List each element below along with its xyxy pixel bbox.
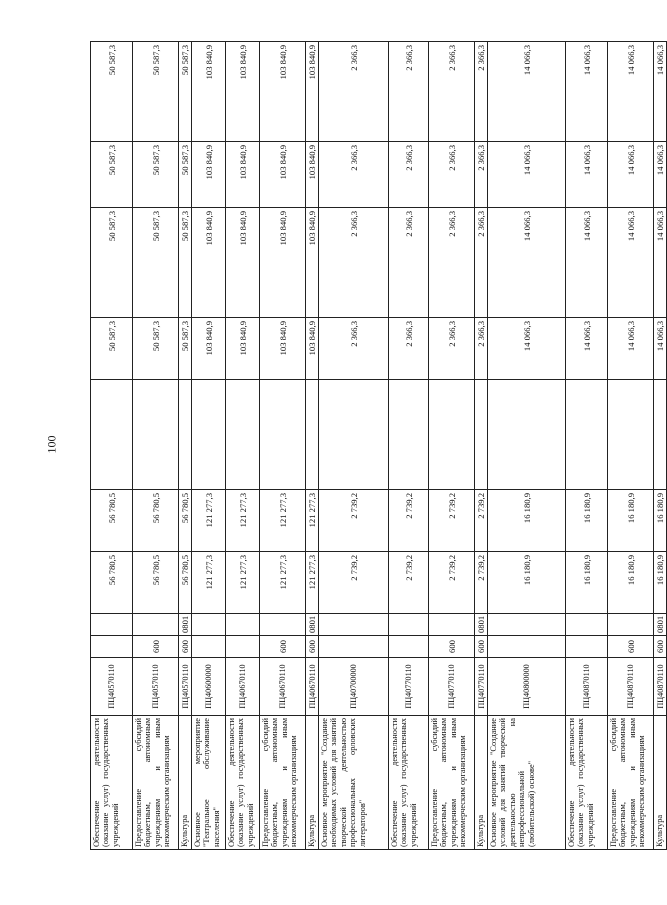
table-row [488,42,566,850]
row-vr: 600 [608,636,654,658]
row-value-6: 103 840,9 [260,42,306,142]
row-spacer [226,380,260,490]
row-name: Предоставление субсидий бюджетным, автономным учреждениям и иным некоммерческим организациям [133,716,179,850]
row-value-5: 2 366,3 [475,142,488,208]
row-value-4: 2 366,3 [319,208,389,318]
row-value-4: 14 066,3 [654,208,667,318]
row-value-4: 50 587,3 [91,208,133,318]
row-value-3: 50 587,3 [91,318,133,380]
row-value-1: 2 739,2 [475,552,488,614]
table-row [319,42,389,850]
row-value-3: 103 840,9 [226,318,260,380]
row-rz [226,614,260,636]
row-value-1: 16 180,9 [654,552,667,614]
row-value-2: 2 739,2 [389,490,429,552]
row-spacer [260,380,306,490]
row-rz [133,614,179,636]
row-value-3: 103 840,9 [260,318,306,380]
row-value-1: 2 739,2 [389,552,429,614]
row-value-1: 16 180,9 [608,552,654,614]
row-spacer [566,380,608,490]
row-value-1: 16 180,9 [566,552,608,614]
row-value-6: 50 587,3 [91,42,133,142]
table-row [306,42,319,850]
row-value-3: 14 066,3 [566,318,608,380]
row-value-2: 16 180,9 [566,490,608,552]
row-csr: ПЦ40670110 [226,658,260,716]
row-value-6: 14 066,3 [488,42,566,142]
row-value-1: 121 277,3 [260,552,306,614]
row-value-2: 2 739,2 [319,490,389,552]
row-rz [91,614,133,636]
row-name: Предоставление субсидий бюджетным, автономным учреждениям и иным некоммерческим организациям [260,716,306,850]
row-value-5: 14 066,3 [608,142,654,208]
row-value-4: 14 066,3 [488,208,566,318]
row-name: Предоставление субсидий бюджетным, автономным учреждениям и иным некоммерческим организациям [608,716,654,850]
row-vr: 600 [475,636,488,658]
row-value-3: 50 587,3 [133,318,179,380]
table-row [91,42,133,850]
row-value-4: 103 840,9 [260,208,306,318]
table-row [226,42,260,850]
row-rz [608,614,654,636]
row-value-5: 50 587,3 [91,142,133,208]
row-vr: 600 [133,636,179,658]
table-row [654,42,667,850]
row-value-4: 50 587,3 [179,208,192,318]
row-value-5: 103 840,9 [260,142,306,208]
row-vr: 600 [429,636,475,658]
row-vr [192,636,226,658]
row-value-3: 2 366,3 [429,318,475,380]
row-vr [566,636,608,658]
row-rz [192,614,226,636]
table-row [429,42,475,850]
row-rz [488,614,566,636]
row-value-4: 2 366,3 [475,208,488,318]
row-rz: 0801 [179,614,192,636]
row-value-6: 103 840,9 [192,42,226,142]
row-value-1: 121 277,3 [226,552,260,614]
row-value-5: 103 840,9 [306,142,319,208]
row-value-4: 50 587,3 [133,208,179,318]
row-value-1: 56 780,5 [179,552,192,614]
row-vr: 600 [654,636,667,658]
row-value-4: 103 840,9 [192,208,226,318]
row-value-6: 50 587,3 [133,42,179,142]
row-name: Культура [475,716,488,850]
budget-table-body [91,42,667,850]
row-value-2: 56 780,5 [179,490,192,552]
row-csr: ПЦ40670110 [306,658,319,716]
row-rz: 0801 [306,614,319,636]
row-spacer [133,380,179,490]
budget-table [90,41,667,850]
row-value-3: 2 366,3 [475,318,488,380]
row-csr: ПЦ40770110 [429,658,475,716]
row-vr [319,636,389,658]
row-value-4: 14 066,3 [608,208,654,318]
table-row [179,42,192,850]
row-csr: ПЦ40570110 [133,658,179,716]
row-value-1: 56 780,5 [91,552,133,614]
row-vr [488,636,566,658]
row-spacer [179,380,192,490]
row-spacer [306,380,319,490]
row-csr: ПЦ40770110 [389,658,429,716]
row-csr: ПЦ40600000 [192,658,226,716]
row-value-4: 103 840,9 [226,208,260,318]
row-rz [260,614,306,636]
row-value-4: 2 366,3 [429,208,475,318]
row-value-1: 16 180,9 [488,552,566,614]
row-csr: ПЦ40570110 [91,658,133,716]
row-spacer [608,380,654,490]
row-value-3: 103 840,9 [192,318,226,380]
row-value-4: 14 066,3 [566,208,608,318]
row-value-6: 14 066,3 [608,42,654,142]
row-value-1: 121 277,3 [306,552,319,614]
row-vr: 600 [179,636,192,658]
row-name: Культура [179,716,192,850]
row-value-6: 2 366,3 [389,42,429,142]
row-value-6: 2 366,3 [319,42,389,142]
table-row [389,42,429,850]
row-value-2: 121 277,3 [192,490,226,552]
row-name: Обеспечение деятельности (оказание услуг) государственных учреждений [91,716,133,850]
row-value-5: 50 587,3 [179,142,192,208]
row-value-5: 2 366,3 [389,142,429,208]
row-value-6: 2 366,3 [429,42,475,142]
row-value-3: 103 840,9 [306,318,319,380]
row-value-6: 103 840,9 [306,42,319,142]
row-name: Основное мероприятие "Театральное обслуживание населения" [192,716,226,850]
row-spacer [654,380,667,490]
row-rz [429,614,475,636]
row-value-1: 2 739,2 [429,552,475,614]
row-spacer [389,380,429,490]
row-csr: ПЦ40570110 [179,658,192,716]
row-rz: 0801 [475,614,488,636]
row-spacer [429,380,475,490]
row-value-6: 14 066,3 [566,42,608,142]
row-value-3: 2 366,3 [319,318,389,380]
row-value-3: 50 587,3 [179,318,192,380]
row-value-5: 2 366,3 [319,142,389,208]
row-value-2: 16 180,9 [488,490,566,552]
row-vr [226,636,260,658]
row-name: Обеспечение деятельности (оказание услуг) государственных учреждений [566,716,608,850]
row-csr: ПЦ40700000 [319,658,389,716]
row-value-1: 2 739,2 [319,552,389,614]
row-csr: ПЦ40870110 [566,658,608,716]
row-value-4: 2 366,3 [389,208,429,318]
row-value-2: 16 180,9 [608,490,654,552]
row-vr: 600 [306,636,319,658]
row-value-3: 14 066,3 [654,318,667,380]
row-value-3: 2 366,3 [389,318,429,380]
row-csr: ПЦ40870110 [608,658,654,716]
row-value-1: 121 277,3 [192,552,226,614]
table-row [475,42,488,850]
row-csr: ПЦ40670110 [260,658,306,716]
row-csr: ПЦ40770110 [475,658,488,716]
row-name: Основное мероприятие "Создание необходимых условий для занятий творческой деятельностью профессиональных орловских литераторов" [319,716,389,850]
row-value-5: 14 066,3 [566,142,608,208]
row-spacer [475,380,488,490]
row-value-2: 2 739,2 [475,490,488,552]
row-value-5: 2 366,3 [429,142,475,208]
row-name: Культура [654,716,667,850]
row-value-5: 14 066,3 [654,142,667,208]
row-vr [389,636,429,658]
row-spacer [91,380,133,490]
row-vr [91,636,133,658]
row-value-4: 103 840,9 [306,208,319,318]
row-value-6: 50 587,3 [179,42,192,142]
row-name: Предоставление субсидий бюджетным, автономным учреждениям и иным некоммерческим организациям [429,716,475,850]
row-rz: 0801 [654,614,667,636]
row-value-3: 14 066,3 [608,318,654,380]
row-value-2: 56 780,5 [133,490,179,552]
row-value-6: 14 066,3 [654,42,667,142]
row-value-5: 50 587,3 [133,142,179,208]
table-row [260,42,306,850]
row-value-2: 121 277,3 [226,490,260,552]
table-row [608,42,654,850]
table-row [566,42,608,850]
row-name: Культура [306,716,319,850]
row-name: Обеспечение деятельности (оказание услуг) государственных учреждений [389,716,429,850]
table-row [133,42,179,850]
rotated-page [90,42,665,850]
row-value-2: 16 180,9 [654,490,667,552]
row-value-6: 103 840,9 [226,42,260,142]
row-vr: 600 [260,636,306,658]
row-csr: ПЦ40870110 [654,658,667,716]
row-value-2: 56 780,5 [91,490,133,552]
row-value-2: 121 277,3 [260,490,306,552]
row-value-5: 103 840,9 [226,142,260,208]
row-name: Обеспечение деятельности (оказание услуг) государственных учреждений [226,716,260,850]
row-value-5: 14 066,3 [488,142,566,208]
row-rz [319,614,389,636]
row-value-2: 2 739,2 [429,490,475,552]
row-rz [389,614,429,636]
row-value-3: 14 066,3 [488,318,566,380]
row-csr: ПЦ40800000 [488,658,566,716]
table-row [192,42,226,850]
row-value-5: 103 840,9 [192,142,226,208]
row-value-6: 2 366,3 [475,42,488,142]
row-rz [566,614,608,636]
row-value-1: 56 780,5 [133,552,179,614]
row-spacer [488,380,566,490]
row-spacer [192,380,226,490]
row-spacer [319,380,389,490]
row-name: Основное мероприятие "Создание условий для занятий творческой деятельностью на непрофессиональной (любительской) основе" [488,716,566,850]
page-number: 100 [44,435,59,454]
row-value-2: 121 277,3 [306,490,319,552]
